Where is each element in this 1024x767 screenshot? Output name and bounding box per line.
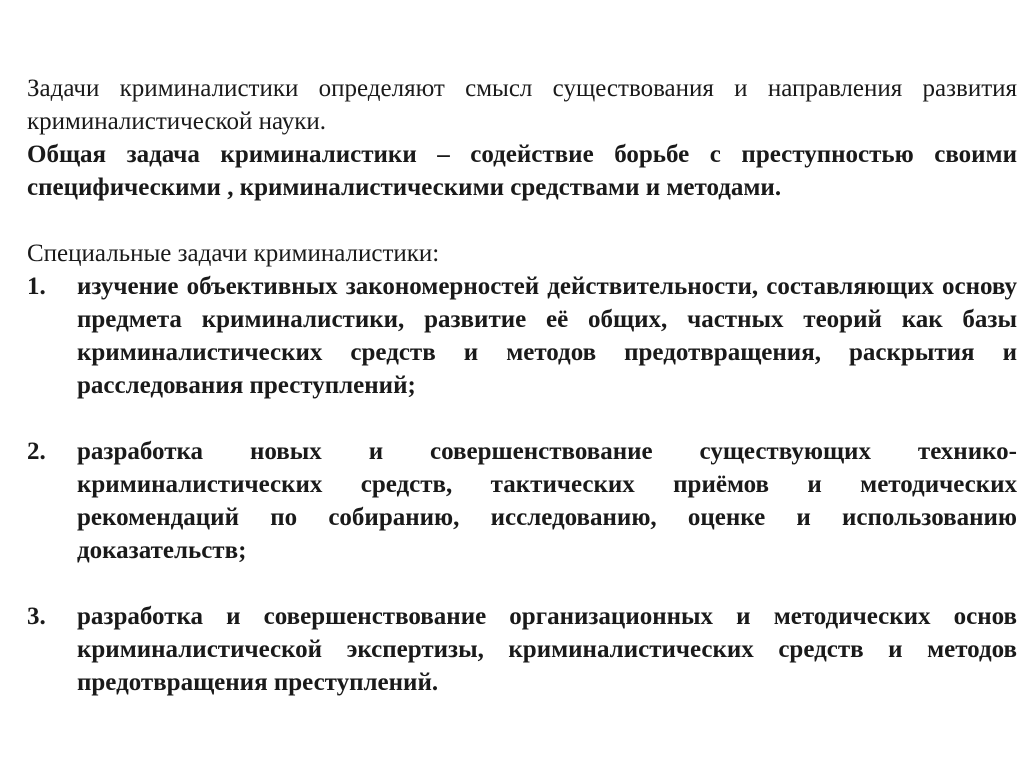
list-item-text: разработка новых и совершенствование существующих технико-криминалистических средств, тактических приёмов и методических рекомендаций по собиранию, исследованию, оценке и использованию доказательств; bbox=[77, 438, 1017, 564]
list-gap bbox=[27, 567, 1017, 600]
intro-paragraph: Задачи криминалистики определяют смысл существования и направления развития криминалистической науки. bbox=[27, 75, 1017, 135]
general-task-paragraph: Общая задача криминалистики – содействие борьбе с преступностью своими специфическими , криминалистическими средствами и методами. bbox=[27, 141, 1017, 201]
spacer bbox=[27, 204, 1017, 237]
list-item-1 bbox=[27, 270, 1017, 402]
list-item-number: 1. bbox=[27, 273, 46, 300]
list-item-text: разработка и совершенствование организационных и методических основ криминалистической экспертизы, криминалистических средств и методов предотвращения преступлений. bbox=[77, 603, 1017, 696]
special-tasks-heading: Специальные задачи криминалистики: bbox=[27, 240, 440, 267]
list-item-number: 3. bbox=[27, 603, 46, 630]
list-item-3 bbox=[27, 600, 1017, 699]
list-item-2 bbox=[27, 435, 1017, 567]
list-item-number: 2. bbox=[27, 438, 46, 465]
slide-content bbox=[27, 72, 1017, 699]
list-gap bbox=[27, 402, 1017, 435]
list-item-text: изучение объективных закономерностей действительности, составляющих основу предмета криминалистики, развитие её общих, частных теорий как базы криминалистических средств и методов предотвращения, раскрытия и расследования преступлений; bbox=[77, 273, 1017, 399]
